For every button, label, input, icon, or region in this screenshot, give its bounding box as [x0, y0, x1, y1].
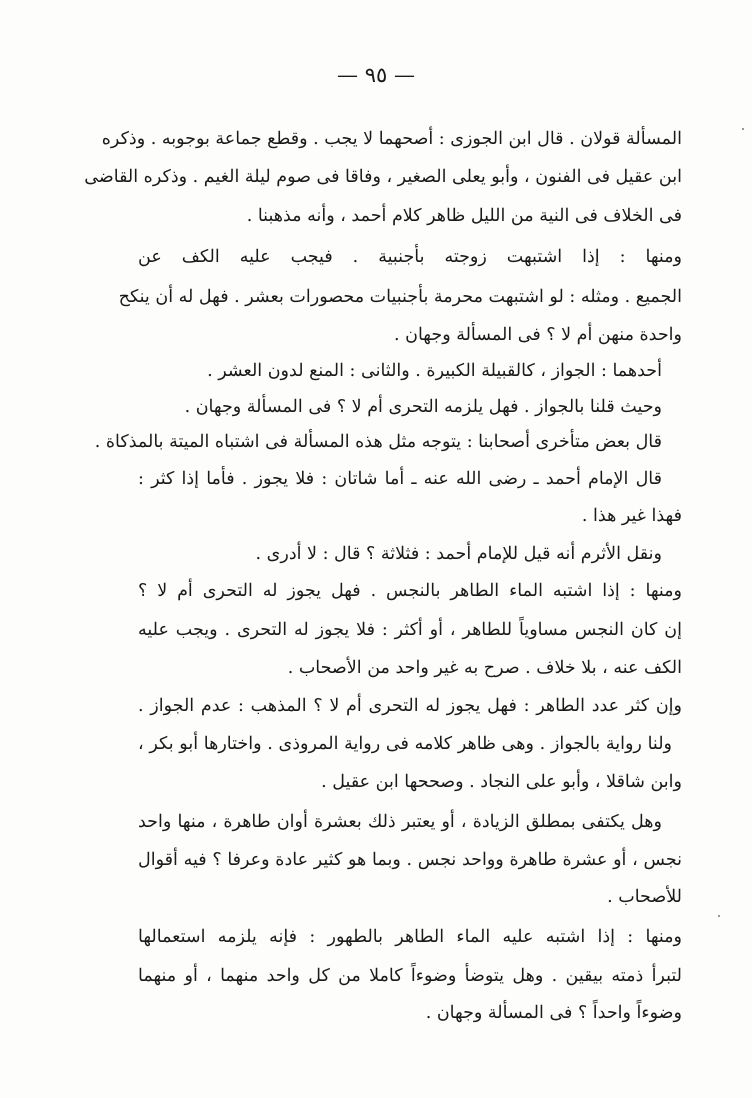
section-line: ومنها : إذا اشتبه الماء الطاهر بالنجس . فهل يجوز له التحرى أم لا ؟	[138, 581, 682, 601]
text-line: وضوءاً واحداً ؟ فى المسألة وجهان .	[425, 1003, 682, 1023]
text-line: لتبرأ ذمته بيقين . وهل يتوضأ وضوءاً كاملا من كل واحد منهما ، أو منهما	[138, 966, 682, 986]
text-line: وإن كثر عدد الطاهر : فهل يجوز له التحرى أم لا ؟ المذهب : عدم الجواز .	[138, 696, 682, 716]
scan-speck	[718, 915, 720, 917]
text-line: الكف عنه ، بلا خلاف . صرح به غير واحد من الأصحاب .	[287, 658, 682, 678]
text-line: أحدهما : الجواز ، كالقبيلة الكبيرة . والثانى : المنع لدون العشر .	[207, 361, 662, 381]
text-line: المسألة قولان . قال ابن الجوزى : أصحهما لا يجب . وقطع جماعة بوجوبه . وذكره	[101, 129, 682, 149]
text-line: وحيث قلنا بالجواز . فهل يلزمه التحرى أم لا ؟ فى المسألة وجهان .	[184, 397, 662, 417]
section-line: ومنها : إذا اشتبهت زوجته بأجنبية . فيجب عليه الكف عن	[138, 247, 682, 267]
text-line: إن كان النجس مساوياً للطاهر ، أو أكثر : فلا يجوز له التحرى . ويجب عليه	[138, 620, 682, 640]
text-line: فهذا غير هذا .	[581, 506, 682, 526]
text-line: ونقل الأثرم أنه قيل للإمام أحمد : فثلاثة ؟ قال : لا أدرى .	[255, 544, 662, 564]
page-number: — ٩٥ —	[337, 63, 415, 87]
text-line: ولنا رواية بالجواز . وهى ظاهر كلامه فى رواية المروذى . واختارها أبو بكر ،	[138, 734, 672, 754]
section-line: ومنها : إذا اشتبه عليه الماء الطاهر بالطهور : فإنه يلزمه استعمالها	[138, 927, 682, 947]
scan-speck	[742, 128, 744, 130]
text-line: وابن شاقلا ، وأبو على النجاد . وصححها ابن عقيل .	[321, 772, 682, 792]
text-line: وهل يكتفى بمطلق الزيادة ، أو يعتبر ذلك بعشرة أوان طاهرة ، منها واحد	[138, 812, 662, 832]
text-line: الجميع . ومثله : لو اشتبهت محرمة بأجنبيات محصورات بعشر . فهل له أن ينكح	[118, 287, 682, 307]
text-line: قال بعض متأخرى أصحابنا : يتوجه مثل هذه المسألة فى اشتباه الميتة بالمذكاة .	[94, 432, 662, 452]
text-line: فى الخلاف فى النية من الليل ظاهر كلام أحمد ، وأنه مذهبنا .	[246, 206, 682, 226]
text-line: نجس ، أو عشرة طاهرة وواحد نجس . وبما هو كثير عادة وعرفا ؟ فيه أقوال	[138, 850, 682, 870]
text-line: للأصحاب .	[607, 887, 682, 907]
text-line: ابن عقيل فى الفنون ، وأبو يعلى الصغير ، وفاقا فى صوم ليلة الغيم . وذكره القاضى	[84, 167, 682, 187]
text-line: قال الإمام أحمد ـ رضى الله عنه ـ أما شاتان : فلا يجوز . فأما إذا كثر :	[138, 469, 662, 489]
text-line: واحدة منهن أم لا ؟ فى المسألة وجهان .	[394, 325, 682, 345]
